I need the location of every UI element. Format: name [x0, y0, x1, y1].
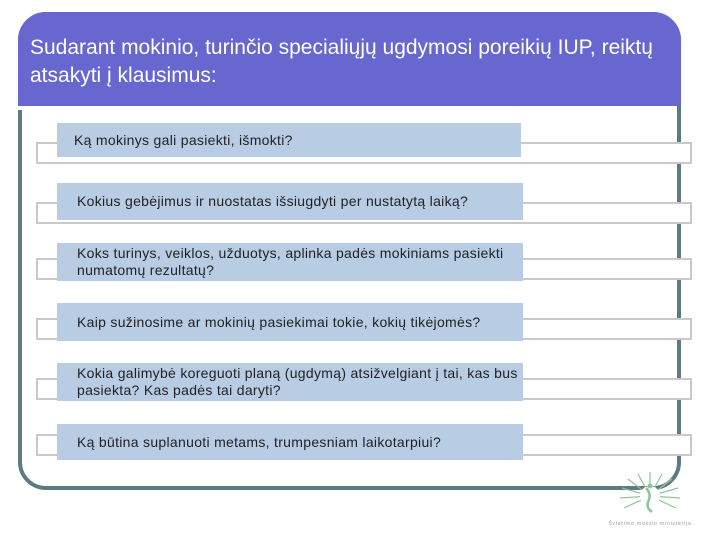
question-item: Kaip sužinosime ar mokinių pasiekimai tokie, kokių tikėjomės? — [57, 303, 523, 341]
logo-caption: Švietimo mokslo ministerija — [608, 521, 692, 527]
question-item: Koks turinys, veiklos, užduotys, aplinka padės mokiniams pasiekti numatomų rezultatų? — [57, 243, 523, 281]
question-item: Kokia galimybė koreguoti planą (ugdymą) atsižvelgiant į tai, kas bus pasiekta? Kas padės tai daryti? — [57, 363, 523, 401]
slide-title: Sudarant mokinio, turinčio specialiųjų ugdymosi poreikių IUP, reiktų atsakyti į klausimus: — [30, 36, 653, 87]
question-item: Kokius gebėjimus ir nuostatas išsiugdyti per nustatytą laiką? — [57, 183, 523, 220]
question-item: Ką būtina suplanuoti metams, trumpesniam laikotarpiui? — [57, 424, 523, 460]
banner-underline — [18, 106, 656, 110]
question-item: Ką mokinys gali pasiekti, išmokti? — [57, 123, 521, 157]
